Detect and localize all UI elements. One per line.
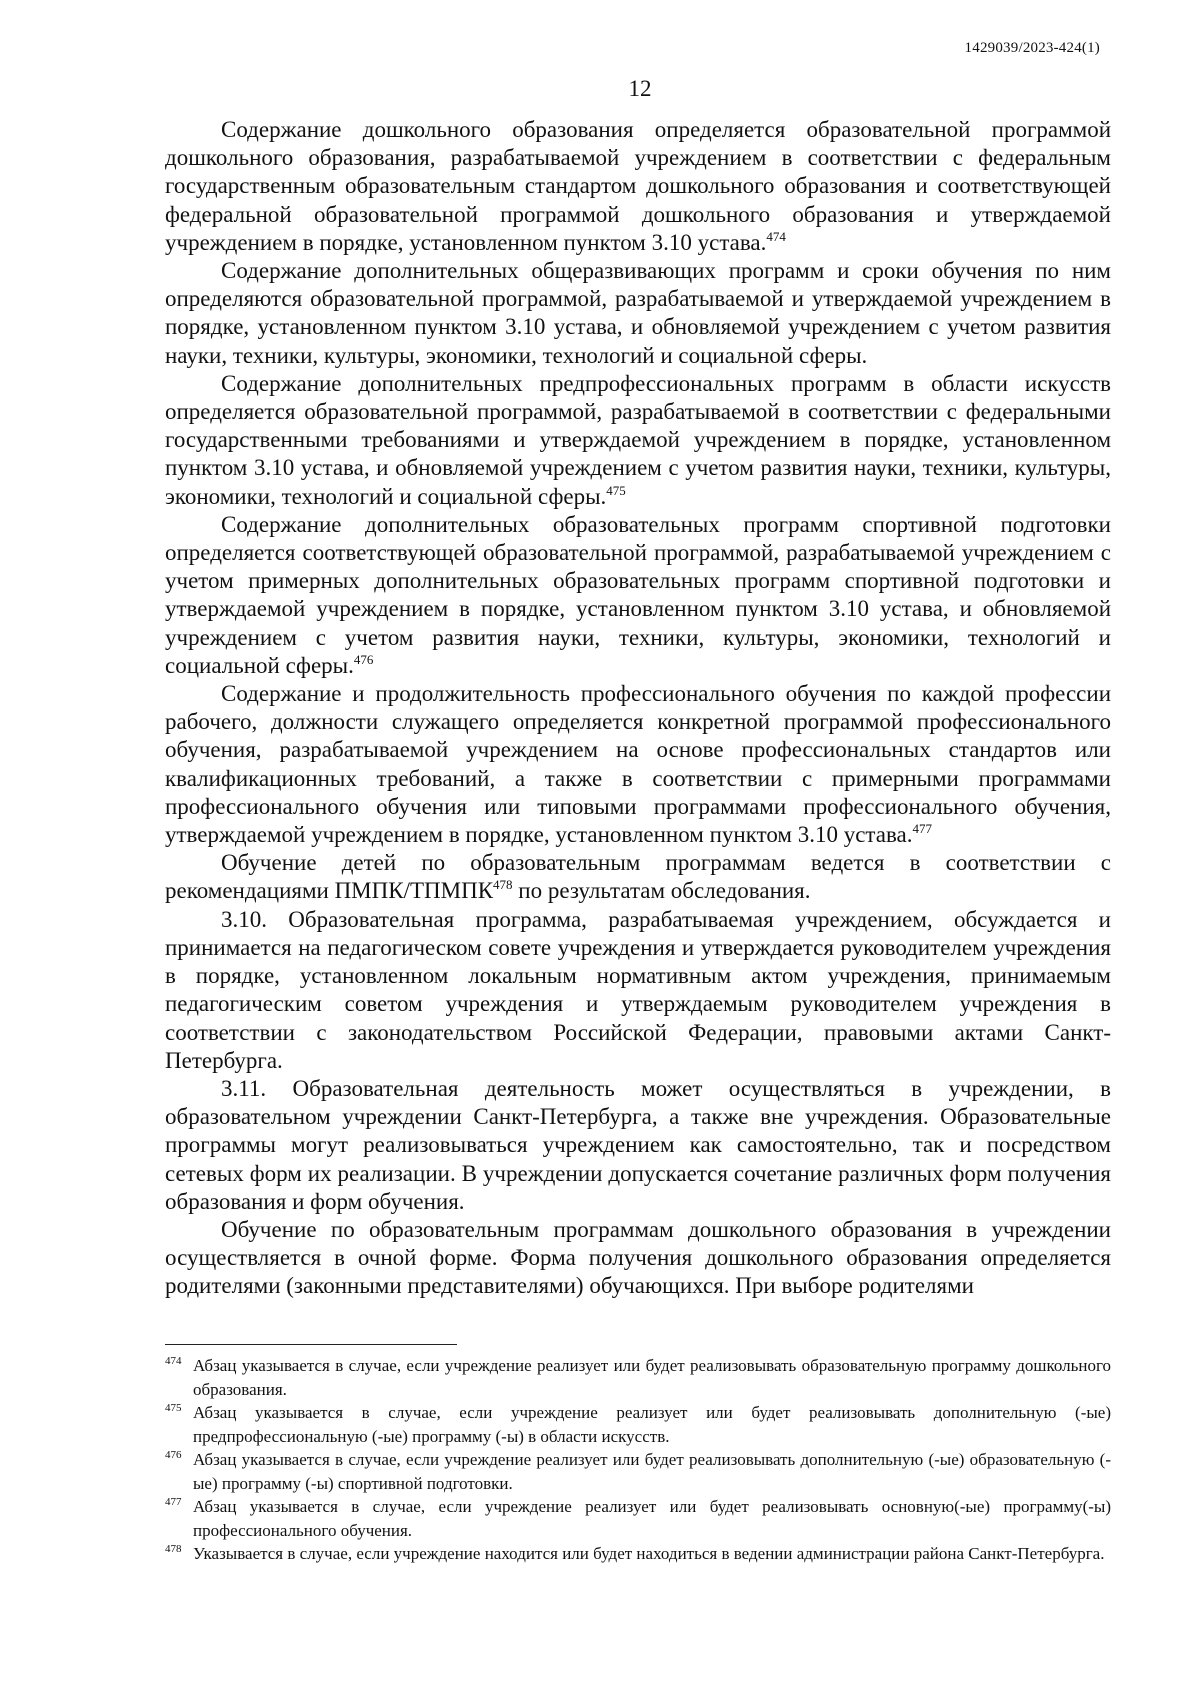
paragraph-text: Обучение по образовательным программам дошкольного образования в учреждении осуществляется в очной форме. Форма получения дошкольного образования определяется родителями (законными представителями) обучающихся. При выборе родителями — [165, 1216, 1111, 1299]
footnote-text: Абзац указывается в случае, если учреждение реализует или будет реализовывать дополнительную (-ые) предпрофессиональную (-ые) программу (-ы) в области искусств. — [193, 1403, 1111, 1446]
paragraph-text: Содержание дополнительных образовательных программ спортивной подготовки определяется соответствующей образовательной программой, разрабатываемой учреждением с учетом примерных дополнительных образовательных программ спортивной подготовки и утверждаемой учреждением в порядке, установленном пунктом 3.10 устава, и обновляемой учреждением с учетом развития науки, техники, культуры, экономики, технологий и социальной сферы. — [165, 511, 1111, 678]
footnote-477 — [165, 1495, 1111, 1542]
footnote-text: Абзац указывается в случае, если учреждение реализует или будет реализовывать образовательную программу дошкольного образования. — [193, 1356, 1111, 1399]
paragraph-text: Содержание дополнительных предпрофессиональных программ в области искусств определяется образовательной программой, разрабатываемой в соответствии с федеральными государственными требованиями и утверждаемой учреждением в порядке, установленном пунктом 3.10 устава, и обновляемой учреждением с учетом развития науки, техники, культуры, экономики, технологий и социальной сферы. — [165, 370, 1111, 509]
footnote-ref[interactable]: 474 — [766, 228, 786, 244]
paragraph-text: Содержание дополнительных общеразвивающих программ и сроки обучения по ним определяются образовательной программой, разрабатываемой и утверждаемой учреждением в порядке, установленном пунктом 3.10 устава, и обновляемой учреждением с учетом развития науки, техники, культуры, экономики, технологий и социальной сферы. — [165, 258, 1111, 368]
paragraph-preschool-content — [165, 116, 1111, 257]
footnote-476 — [165, 1448, 1111, 1495]
body-text — [165, 116, 1111, 1301]
paragraph-sports-programs — [165, 511, 1111, 680]
paragraph-text: 3.10. Образовательная программа, разрабатываемая учреждением, обсуждается и принимается на педагогическом совете учреждения и утверждается руководителем учреждения в порядке, установленном локальным нормативным актом учреждения, принимаемым педагогическим советом учреждения и утверждаемым руководителем учреждения в соответствии с законодательством Российской Федерации, правовыми актами Санкт-Петербурга. — [165, 906, 1111, 1073]
paragraph-general-programs — [165, 257, 1111, 370]
footnote-text: Абзац указывается в случае, если учреждение реализует или будет реализовывать дополнительную (-ые) образовательную (-ые) программу (-ы) спортивной подготовки. — [193, 1450, 1111, 1493]
paragraph-preschool-form — [165, 1216, 1111, 1301]
footnote-text: Указывается в случае, если учреждение находится или будет находиться в ведении администрации района Санкт-Петербурга. — [193, 1544, 1105, 1563]
paragraph-section-3-11 — [165, 1075, 1111, 1216]
footnote-ref[interactable]: 477 — [912, 821, 932, 837]
footnote-text: Абзац указывается в случае, если учреждение реализует или будет реализовывать основную(-ые) программу(-ы) профессионального обучения. — [193, 1497, 1111, 1540]
footnote-475 — [165, 1401, 1111, 1448]
footnote-478 — [165, 1542, 1111, 1566]
paragraph-pmpk-recommendations — [165, 849, 1111, 905]
footnote-ref[interactable]: 478 — [493, 877, 513, 893]
paragraph-arts-programs — [165, 370, 1111, 511]
footnote-number: 478 — [165, 1543, 182, 1555]
footnote-ref[interactable]: 475 — [606, 482, 626, 498]
paragraph-text: Содержание и продолжительность профессионального обучения по каждой профессии рабочего, должности служащего определяется конкретной программой профессионального обучения, разрабатываемой учреждением на основе профессиональных стандартов или квалификационных требований, а также в соответствии с примерными программами профессионального обучения или типовыми программами профессионального обучения, утверждаемой учреждением в порядке, установленном пунктом 3.10 устава. — [165, 681, 1111, 848]
paragraph-text: по результатам обследования. — [512, 878, 811, 904]
paragraph-text: Обучение детей по образовательным программам ведется в соответствии с рекомендациями ПМПК/ТПМПК — [165, 850, 1111, 904]
footnote-divider — [165, 1344, 457, 1345]
page-number: 12 — [628, 76, 652, 101]
paragraph-text: 3.11. Образовательная деятельность может осуществляться в учреждении, в образовательном учреждении Санкт-Петербурга, а также вне учреждения. Образовательные программы могут реализовываться учреждением как самостоятельно, так и посредством сетевых форм их реализации. В учреждении допускается сочетание различных форм получения образования и форм обучения. — [165, 1075, 1111, 1214]
footnote-ref[interactable]: 476 — [353, 651, 374, 667]
paragraph-vocational-training — [165, 680, 1111, 849]
paragraph-section-3-10 — [165, 906, 1111, 1075]
footnotes — [165, 1354, 1111, 1566]
footnote-474 — [165, 1354, 1111, 1401]
document-number: 1429039/2023-424(1) — [964, 40, 1100, 56]
footnote-number: 475 — [165, 1402, 182, 1414]
paragraph-text: Содержание дошкольного образования определяется образовательной программой дошкольного образования, разрабатываемой учреждением в соответствии с федеральным государственным образовательным стандартом дошкольного образования и соответствующей федеральной образовательной программой дошкольного образования и утверждаемой учреждением в порядке, установленном пунктом 3.10 устава. — [165, 117, 1111, 255]
footnote-number: 476 — [165, 1449, 182, 1461]
footnote-number: 474 — [165, 1355, 182, 1367]
footnote-number: 477 — [165, 1496, 182, 1508]
